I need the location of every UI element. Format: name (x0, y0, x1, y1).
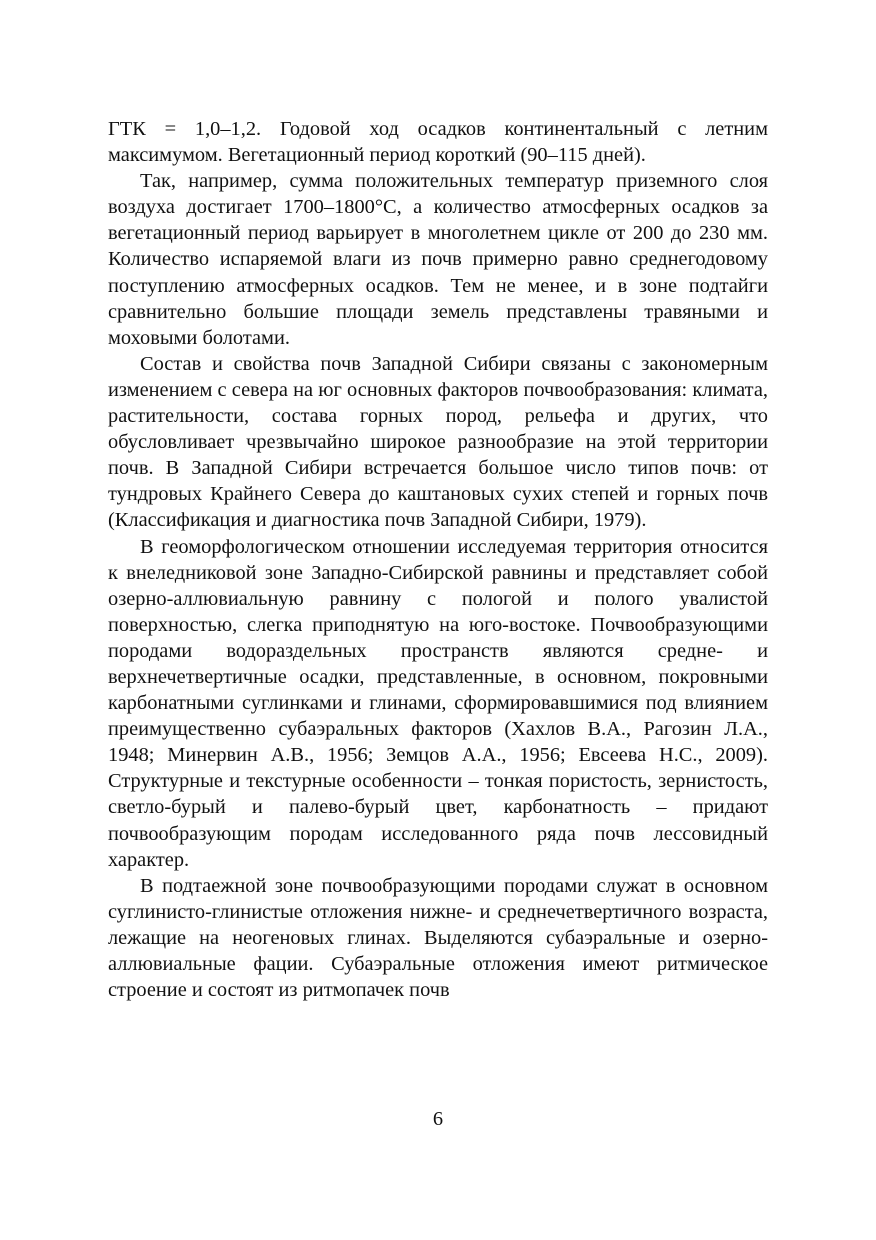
paragraph-1: ГТК = 1,0–1,2. Годовой ход осадков континентальный с летним максимумом. Вегетационный период короткий (90–115 дней). (108, 118, 768, 167)
paragraph-5: В подтаежной зоне почвообразующими породами служат в основном суглинисто-глинистые отложения нижне- и среднечетвертичного возраста, лежащие на неогеновых глинах. Выделяются субаэральные и озерно-аллювиальные фации. Субаэральные отложения имеют ритмическое строение и состоят из ритмопачек почв (108, 874, 768, 1002)
body-text (108, 116, 768, 1003)
paragraph-3: Состав и свойства почв Западной Сибири связаны с закономерным изменением с севера на юг основных факторов почвообразования: климата, растительности, состава горных пород, рельефа и других, что обусловливает чрезвычайно широкое разнообразие на этой территории почв. В Западной Сибири встречается большое число типов почв: от тундровых Крайнего Севера до каштановых сухих степей и горных почв (Классификация и диагностика почв Западной Сибири, 1979). (108, 352, 768, 532)
page-number: 6 (432, 1108, 444, 1130)
paragraph-2: Так, например, сумма положительных температур приземного слоя воздуха достигает 1700–1800°С, а количество атмосферных осадков за вегетационный период варьирует в многолетнем цикле от 200 до 230 мм. Количество испаряемой влаги из почв примерно равно среднегодовому поступлению атмосферных осадков. Тем не менее, и в зоне подтайги сравнительно большие площади земель представлены травяными и моховыми болотами. (108, 170, 768, 349)
paragraph-4: В геоморфологическом отношении исследуемая территория относится к внеледниковой зоне Западно-Сибирской равнины и представляет собой озерно-аллювиальную равнину с пологой и полого увалистой поверхностью, слегка приподнятую на юго-востоке. Почвообразующими породами водораздельных пространств являются средне- и верхнечетвертичные осадки, представленные, в основном, покровными карбонатными суглинками и глинами, сформировавшимися под влиянием преимущественно субаэральных факторов (Хахлов В.А., Рагозин Л.А., 1948; Минервин А.В., 1956; Земцов А.А., 1956; Евсеева Н.С., 2009). Структурные и текстурные особенности – тонкая пористость, зернистость, светло-бурый и палево-бурый цвет, карбонатность – придают почвообразующим породам исследованного ряда почв лессовидный характер. (108, 535, 768, 871)
